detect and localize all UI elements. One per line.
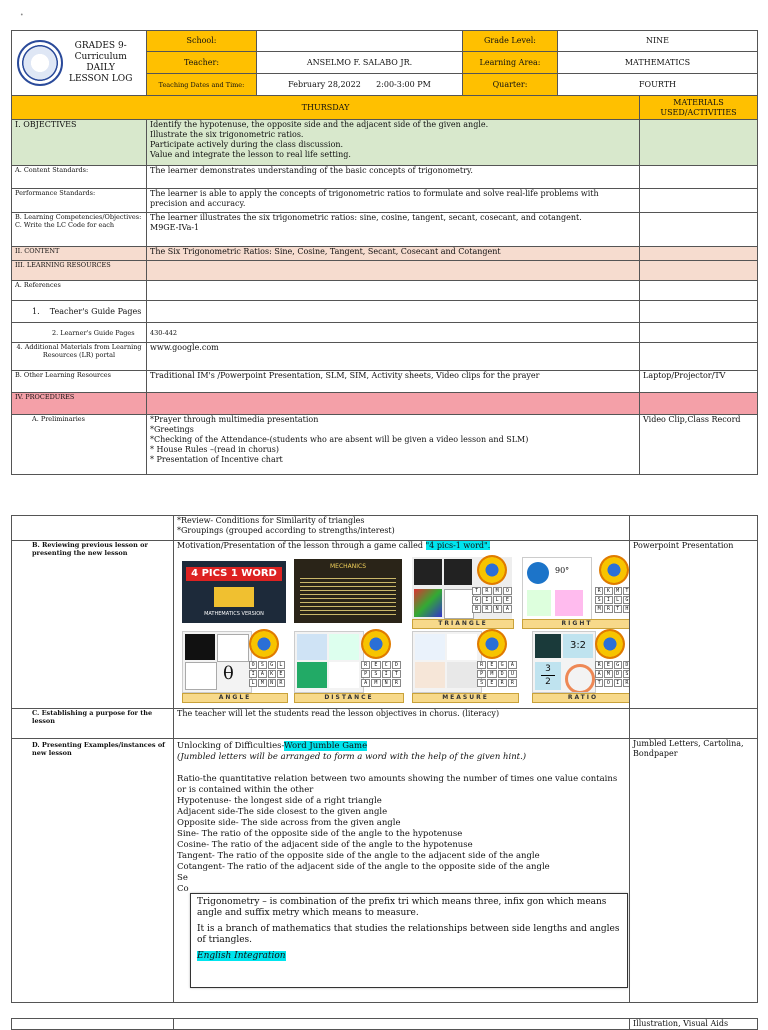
day-header: THURSDAY [12,96,640,120]
distance-pics [294,631,364,693]
content-label: II. CONTENT [12,247,147,261]
definition-1: Ratio-the quantitative relation between two amounts showing the number of times one value contains or is contained within the other [177,774,618,795]
lesson-log-table-page3 [11,1018,758,1030]
references-materials [640,281,758,301]
materials-header: MATERIALS USED/ACTIVITIES [640,96,758,120]
page3-materials: Illustration, Visual Aids [630,1019,758,1030]
objectives-label: I. OBJECTIVES [12,120,147,166]
preliminaries-materials: Video Clip,Class Record [640,415,758,475]
mechanics-slide [294,559,402,623]
definition-partial-2: Co [177,884,189,894]
field-pic [297,662,327,688]
teachers-guide-value [147,301,640,323]
prelim-line-3: *Checking of the Attendance-(students who are absent will be given a video lesson and SLM) [150,435,529,444]
hands-pic [555,590,583,616]
lc-code: M9GE-IVa-1 [150,223,200,232]
competencies-text [147,213,640,247]
title-line-1: GRADES 9- [74,41,127,51]
caption-distance: DISTANCE [294,693,404,703]
definition-2: Hypotenuse- the longest side of a right triangle [177,796,382,806]
caption-right: RIGHT [522,619,630,629]
spacer [177,763,626,774]
mechanics-title: MECHANICS [329,563,367,570]
teachers-guide-materials [640,301,758,323]
ratio-label: 3:2 [563,634,593,658]
definition-7: Tangent- The ratio of the opposite side of the angle to the adjacent side of the angle [177,851,540,861]
other-resources-materials: Laptop/Projector/TV [640,371,758,393]
objectives-text [147,120,640,166]
caption-measure: MEASURE [412,693,519,703]
school-label: School: [147,31,257,52]
letter-grid-5: R E G A P M D U S E R R [477,661,517,687]
caption-triangle: TRIANGLE [412,619,514,629]
lr-portal-materials [640,343,758,371]
teaching-dates-value: February 28,2022 2:00-3:00 PM [257,74,463,96]
theta-symbol: θ [223,663,234,684]
caption-ratio: RATIO [532,693,630,703]
tape-pic [447,662,477,688]
other-resources-value: Traditional IM's /Powerpoint Presentation, SLM, SIM, Activity sheets, Video clips for the prayer [147,371,640,393]
letter-grid-3: O S G L I A K E L M N R [249,661,285,687]
teachers-guide-label: 1. Teacher's Guide Pages [12,301,147,323]
motivation-text: Motivation/Presentation of the lesson through a game called [177,541,426,550]
letter-grid-2: R K M T S I L G M R T H [595,587,630,613]
reviewing-materials: Powerpoint Presentation [630,541,758,709]
measure-pics [412,631,482,693]
medal-icon-3 [249,629,279,659]
checkmark-pic [527,590,551,616]
learning-area-value: MATHEMATICS [558,52,758,74]
competencies-description: The learner illustrates the six trigonometric ratios: sine, cosine, tangent, secant, cosecant, and cotangent. [150,213,582,222]
target-pic [565,664,595,693]
references-label: A. References [12,281,147,301]
page3-label [12,1019,174,1030]
review-materials [630,516,758,541]
references-text [147,281,640,301]
deped-seal-icon [17,40,63,86]
objective-1: Identify the hypotenuse, the opposite side and the adjacent side of the given angle. [150,120,489,129]
graph-pic [185,662,217,690]
prelim-line-2: *Greetings [150,425,194,434]
lesson-log-table-page1 [11,30,758,475]
preliminaries-text [147,415,640,475]
medal-icon-5 [477,629,507,659]
medal-icon-6 [595,629,625,659]
game-logo-subtitle: MATHEMATICS VERSION [204,611,264,617]
quarter-value: FOURTH [558,74,758,96]
title-line-3: DAILY [86,63,115,73]
prelim-line-5: * Presentation of Incentive chart [150,455,283,464]
letter-grid: T R M O G I L E B R N A [472,587,512,613]
review-text [174,516,630,541]
trigonometry-definition: Trigonometry – is combination of the prefix tri which means three, infix gon which means angle and suffix metry which means to measure. [197,897,607,918]
dots-pic [535,634,561,658]
word-jumble-instruction: (Jumbled letters will be arranged to form a word with the help of the given hint.) [177,752,527,762]
ruler-pic [415,634,445,660]
letter-grid-4: R E C D P S I T A M N R [361,661,401,687]
lr-portal-value: www.google.com [147,343,640,371]
purpose-materials [630,709,758,739]
city-map-pic [297,634,327,660]
trigonometry-definition-box [190,893,628,988]
fraction-pic [535,662,561,690]
performance-standards-materials [640,189,758,213]
ratio-pics [532,631,596,693]
four-pics-gallery [177,553,629,705]
fraction-denominator: 2 [545,677,551,687]
medal-icon-2 [599,555,629,585]
page3-text [174,1019,630,1030]
examples-materials: Jumbled Letters, Cartolina, Bondpaper [630,739,758,1003]
scale-pic [415,662,445,688]
other-resources-label: B. Other Learning Resources [12,371,147,393]
angle-diagram-pic [185,634,215,660]
triforce-pic [444,559,472,585]
prelim-line-1: *Prayer through multimedia presentation [150,415,319,424]
examples-label: D. Presenting Examples/instances of new lesson [12,739,174,1003]
mechanics-text-lines [300,575,396,615]
teacher-label: Teacher: [147,52,257,74]
objective-4: Value and integrate the lesson to real life setting. [150,150,351,159]
competencies-label [12,213,147,247]
competencies-materials [640,213,758,247]
learning-resources-text [147,261,640,281]
review-line-2: *Groupings (grouped according to strengths/interest) [177,526,395,535]
learning-area-label: Learning Area: [463,52,558,74]
learners-guide-label: 2. Learner's Guide Pages [12,323,147,343]
prelim-line-4: * House Rules –(read in chorus) [150,445,280,454]
header-logo-cell [12,31,147,96]
trigonometry-branch-text: It is a branch of mathematics that studies the relationships between side lengths and angles of triangles. [197,924,620,945]
reviewing-label: B. Reviewing previous lesson or presenting the new lesson [12,541,174,709]
content-standards-materials [640,166,758,189]
tangram-pic [414,589,442,617]
word-jumble-name: Word Jumble Game [283,741,368,751]
medal-icon [477,555,507,585]
definition-6: Cosine- The ratio of the adjacent side of the angle to the hypotenuse [177,840,473,850]
learning-resources-materials [640,261,758,281]
definition-4: Opposite side- The side across from the given angle [177,818,401,828]
title-line-4: LESSON LOG [69,74,133,84]
quarter-label: Quarter: [463,74,558,96]
motivation-cell [174,541,630,709]
competencies-label-c: C. Write the LC Code for each [15,221,115,229]
learning-resources-label: III. LEARNING RESOURCES [12,261,147,281]
learners-guide-materials [640,323,758,343]
review-label [12,516,174,541]
objective-3: Participate actively during the class discussion. [150,140,344,149]
english-integration-tag: English Integration [197,951,286,961]
definition-5: Sine- The ratio of the opposite side of the angle to the hypotenuse [177,829,463,839]
right-arrow-pic [527,562,549,584]
game-logo-text: 4 PICS 1 WORD [186,567,282,581]
definition-3: Adjacent side-The side closest to the given angle [177,807,388,817]
protractor-pic [217,634,249,662]
game-name: "4 pics-1 word". [425,541,491,550]
review-line-1: *Review- Conditions for Similarity of triangles [177,516,365,525]
performance-standards-text: The learner is able to apply the concepts of trigonometric ratios to formulate and solve real-life problems with precision and accuracy. [147,189,640,213]
definition-partial-1: Se [177,873,188,883]
tree-pic [329,634,359,660]
objective-2: Illustrate the six trigonometric ratios. [150,130,304,139]
unlocking-title: Unlocking of Difficulties- [177,741,284,751]
letter-grid-6: R E G D A M D S T O I R [595,661,630,687]
content-materials [640,247,758,261]
preliminaries-label: A. Preliminaries [12,415,147,475]
grade-level-value: NINE [558,31,758,52]
performance-standards-label: Performance Standards: [12,189,147,213]
purpose-label: C. Establishing a purpose for the lesson [12,709,174,739]
grade-level-label: Grade Level: [463,31,558,52]
medal-icon-4 [361,629,391,659]
procedures-materials [640,393,758,415]
right-pics [522,557,592,621]
procedures-text [147,393,640,415]
pyramid-pic [414,559,442,585]
page-mark: • [20,12,24,19]
title-line-2: Curriculum [74,52,127,62]
teacher-value: ANSELMO F. SALABO JR. [257,52,463,74]
definition-8: Cotangent- The ratio of the adjacent side of the angle to the opposite side of the angle [177,862,550,872]
content-standards-label: A. Content Standards: [12,166,147,189]
height-chart-pic [447,634,477,660]
content-standards-text: The learner demonstrates understanding of the basic concepts of trigonometry. [147,166,640,189]
content-text: The Six Trigonometric Ratios: Sine, Cosine, Tangent, Secant, Cosecant and Cotangent [147,247,640,261]
teaching-dates-label: Teaching Dates and Time: [147,74,257,96]
objectives-materials [640,120,758,166]
triangles-pic [444,589,474,619]
word-tiles-icon [214,587,254,607]
school-value [257,31,463,52]
people-pic [329,662,359,688]
lr-portal-label: 4. Additional Materials from Learning Resources (LR) portal [12,343,147,371]
competencies-label-b: B. Learning Competencies/Objectives: [15,213,142,221]
game-logo-image [182,561,286,623]
caption-angle: ANGLE [182,693,288,703]
degree-label: 90° [555,566,570,575]
purpose-text: The teacher will let the students read the lesson objectives in chorus. (literacy) [174,709,630,739]
angle-pics [182,631,252,693]
learners-guide-value: 430-442 [147,323,640,343]
procedures-label: IV. PROCEDURES [12,393,147,415]
fraction-numerator: 3 [541,663,555,676]
